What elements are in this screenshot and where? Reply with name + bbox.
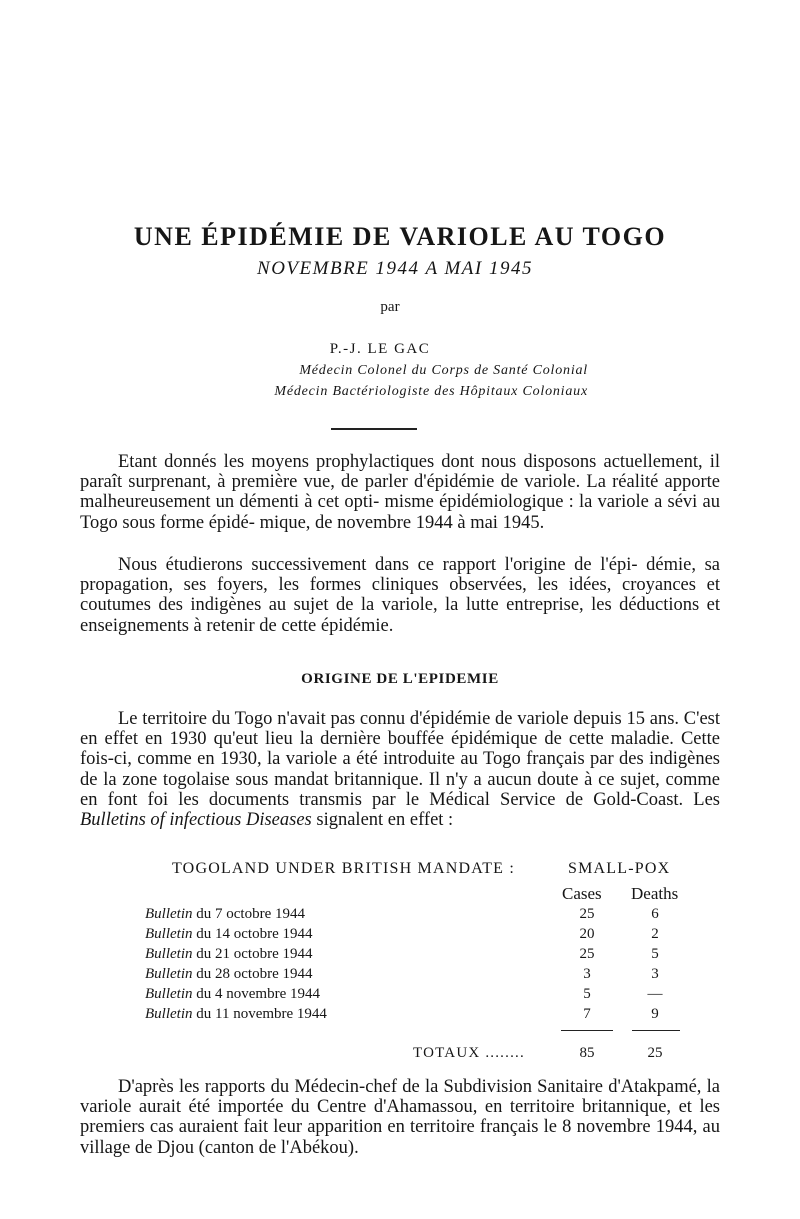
- text-line: idées, croyances et coutumes des indigènes au sujet de la variole, la: [80, 575, 720, 616]
- text-line: en territoire français le 8 novembre 1944, au village de Djou (canton: [80, 1117, 721, 1158]
- sum-rule-cases: [561, 1030, 613, 1031]
- text-line: Le territoire du Togo n'avait pas connu d'épidémie de variole depuis: [118, 709, 622, 729]
- text-line: d'Atakpamé, la variole aurait été importée du Centre d'Ahamassou, en: [80, 1077, 721, 1118]
- row-deaths: —: [647, 986, 663, 1002]
- text-line: signalent en effet :: [311, 810, 454, 831]
- row-label: Bulletin du 21 octobre 1944: [145, 946, 313, 962]
- row-cases: 25: [579, 906, 595, 922]
- text-line: Etant donnés les moyens prophylactiques dont nous disposons: [118, 452, 597, 472]
- text-line: Nous étudierons successivement dans ce rapport l'origine de l'épi-: [118, 555, 638, 575]
- row-deaths: 3: [651, 966, 659, 982]
- row-cases: 3: [583, 966, 591, 982]
- total-cases: 85: [579, 1045, 595, 1061]
- table-row: [0, 1004, 800, 1024]
- text-line: de l'Abékou).: [258, 1137, 359, 1158]
- sum-rule-deaths: [632, 1030, 680, 1031]
- row-label: Bulletin du 7 octobre 1944: [145, 906, 305, 922]
- row-cases: 25: [579, 946, 595, 962]
- text-line: britannique. Il n'y a aucun doute à ce sujet, comme en font foi les: [80, 769, 720, 810]
- italic-term: of infectious Diseases: [150, 810, 312, 831]
- text-line: au Togo français par des indigènes de la zone togolaise sous mandat: [80, 749, 721, 790]
- author-name: P.-J. LE GAC: [329, 341, 431, 357]
- row-deaths: 5: [651, 946, 659, 962]
- author-affiliation-2: Médecin Bactériologiste des Hôpitaux Coloniaux: [274, 384, 588, 399]
- table-row: [0, 904, 800, 924]
- row-deaths: 2: [651, 926, 659, 942]
- text-line: démie, sa propagation, ses foyers, les formes cliniques observées, les: [80, 555, 720, 596]
- row-label: Bulletin du 14 octobre 1944: [145, 926, 313, 942]
- table-row: [0, 964, 800, 984]
- table-header-right: SMALL-POX: [568, 860, 671, 877]
- section-heading: ORIGINE DE L'EPIDEMIE: [301, 671, 499, 687]
- row-deaths: 9: [651, 1006, 659, 1022]
- text-line: 15 ans. C'est en effet en 1930 qu'eut lieu la dernière bouffée épidémique: [80, 709, 721, 750]
- text-line: documents transmis par le Médical Service de Gold-Coast. Les: [208, 789, 721, 810]
- table-total-row: [0, 1043, 800, 1063]
- article-title: UNE ÉPIDÉMIE DE VARIOLE AU TOGO: [133, 222, 667, 251]
- table-row: [0, 924, 800, 944]
- text-line: lutte entreprise, les déductions et enseignements à retenir de cette: [80, 595, 720, 636]
- row-label: Bulletin du 4 novembre 1944: [145, 986, 320, 1002]
- table-header-left: TOGOLAND UNDER BRITISH MANDATE :: [172, 860, 515, 877]
- text-line: actuellement, il paraît surprenant, à première vue, de parler d'épidémie: [80, 452, 721, 493]
- row-deaths: 6: [651, 906, 659, 922]
- text-line: D'après les rapports du Médecin-chef de la Subdivision Sanitaire: [118, 1077, 603, 1097]
- total-label: TOTAUX ........: [413, 1045, 525, 1061]
- table-row: [0, 984, 800, 1004]
- text-line: mique, de novembre 1944 à mai 1945.: [259, 512, 545, 533]
- row-cases: 20: [579, 926, 595, 942]
- total-deaths: 25: [647, 1045, 663, 1061]
- row-label: Bulletin du 11 novembre 1944: [145, 1006, 327, 1022]
- text-line: territoire britannique, et les premiers cas auraient fait leur apparition: [80, 1097, 721, 1138]
- row-cases: 7: [583, 1006, 591, 1022]
- table-row: [0, 944, 800, 964]
- column-header-cases: Cases: [562, 884, 602, 903]
- text-line: épidémie.: [320, 615, 394, 636]
- by-line-word: par: [380, 299, 400, 315]
- column-header-deaths: Deaths: [631, 884, 679, 903]
- row-cases: 5: [583, 986, 591, 1002]
- text-line: de cette maladie. Cette fois-ci, comme en 1930, la variole a été introduite: [80, 729, 720, 770]
- author-affiliation-1: Médecin Colonel du Corps de Santé Colonial: [299, 363, 588, 378]
- italic-term: Bulletins: [80, 810, 146, 831]
- article-subtitle: NOVEMBRE 1944 A MAI 1945: [257, 258, 533, 279]
- text-line: misme épidémiologique : la variole a sévi au Togo sous forme épidé-: [80, 492, 720, 533]
- row-label: Bulletin du 28 octobre 1944: [145, 966, 313, 982]
- paragraph-importation: [80, 1077, 720, 1158]
- text-line: de variole. La réalité apporte malheureusement un démenti à cet opti-: [80, 472, 720, 513]
